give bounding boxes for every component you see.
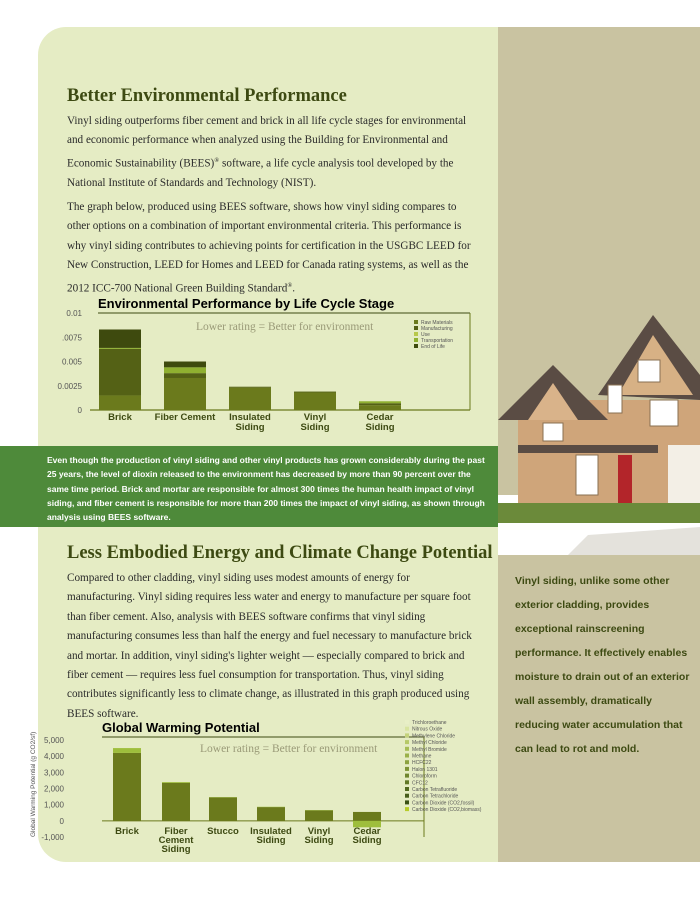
- chart1-bar-raw-materials: [294, 393, 336, 410]
- house-window-attic: [638, 360, 660, 382]
- chart1-bar-raw-materials: [164, 378, 206, 410]
- chart2-category-label: Stucco: [207, 826, 239, 837]
- chart1-note: Lower rating = Better for environment: [196, 321, 374, 333]
- life-cycle-stage-chart: [57, 295, 480, 435]
- section-heading-embodied-energy: Less Embodied Energy and Climate Change Potential: [67, 543, 493, 563]
- chart1-bar-transportation: [359, 401, 401, 403]
- chart2-legend-label: Carbon Dioxide (CO2,biomass): [412, 807, 482, 814]
- chart2-bar-co2: [113, 753, 141, 821]
- house-window-upper-1: [608, 385, 622, 413]
- chart2-ytick: 5,000: [43, 736, 64, 745]
- house-window-upper-2: [650, 400, 678, 426]
- house-window-lower: [576, 455, 598, 495]
- dioxin-banner: [0, 446, 498, 527]
- chart2-legend-label: Methylene Chloride: [412, 733, 456, 740]
- chart2-legend-swatch: [405, 733, 409, 737]
- chart2-bar-co2: [257, 807, 285, 821]
- chart2-legend-swatch: [405, 787, 409, 791]
- chart2-bar-co2: [209, 797, 237, 820]
- chart1-bar-transportation: [99, 348, 141, 349]
- chart1-category-label: Vinyl Siding: [300, 412, 330, 433]
- chart2-bar-co2: [305, 810, 333, 821]
- chart1-bar-manufacturing: [229, 387, 271, 388]
- chart2-bar-other: [162, 782, 190, 783]
- chart1-bar-manufacturing: [294, 392, 336, 393]
- chart1-legend-label: Raw Materials: [421, 320, 453, 326]
- chart2-ytick: 3,000: [43, 768, 64, 778]
- chart2-category-label: Brick: [115, 826, 139, 837]
- chart2-legend-swatch: [405, 727, 409, 731]
- chart1-ytick: 0.01: [66, 309, 82, 318]
- chart1-bar-manufacturing: [99, 349, 141, 396]
- chart2-legend-swatch: [405, 767, 409, 771]
- chart2-note: Lower rating = Better for environment: [200, 743, 378, 755]
- chart2-legend-swatch: [405, 720, 409, 724]
- chart2-ytick: 0: [59, 816, 64, 826]
- chart2-legend-swatch: [405, 754, 409, 758]
- global-warming-chart: [24, 712, 484, 862]
- chart2-legend-label: CFC12: [412, 780, 428, 787]
- chart1-bar-end-of-life: [164, 362, 206, 368]
- chart2-legend-label: HCFC22: [412, 760, 432, 767]
- chart1-bar-raw-materials: [99, 395, 141, 410]
- chart2-legend-label: Trichloroethane: [412, 720, 447, 726]
- chart2-ytick: 2,000: [43, 784, 64, 794]
- chart2-legend-swatch: [405, 780, 409, 784]
- chart1-legend-swatch: [414, 332, 418, 336]
- chart2-legend-swatch: [405, 800, 409, 804]
- chart1-legend-label: Use: [421, 332, 430, 338]
- chart2-legend-label: Carbon Tetrafluoride: [412, 787, 458, 793]
- chart1-ytick: 0: [77, 406, 82, 415]
- section-heading-environmental-performance: Better Environmental Performance: [67, 86, 347, 106]
- chart1-bar-end-of-life: [99, 329, 141, 347]
- chart1-ytick: 0.005: [61, 357, 82, 367]
- chart2-title: Global Warming Potential: [102, 720, 260, 735]
- chart1-category-label: Brick: [108, 412, 132, 423]
- chart2-ytick: -1,000: [41, 833, 64, 842]
- chart2-legend-label: Chloroform: [412, 773, 437, 780]
- chart2-ylabel: Global Warming Potential (g CO2/sf): [30, 731, 37, 837]
- chart2-legend-label: Methyl Bromide: [412, 746, 447, 753]
- house-door: [618, 455, 632, 503]
- chart1-ytick: 0.0025: [57, 381, 82, 391]
- chart2-legend-label: Halon 1301: [412, 766, 438, 773]
- house-shrubs: [498, 503, 700, 523]
- chart2-legend-label: Nitrous Oxide: [412, 726, 443, 733]
- chart1-legend-swatch: [414, 320, 418, 324]
- paragraph-leed-credits: The graph below, produced using BEES software, shows how vinyl siding compares to other options on a combination of important environmental criteria. This performance is why vinyl siding contributes to achieving points for certification in the USGBC LEED for New Construction, LEED for Homes and LEED for Canada rating systems, as well as the 2012 ICC-700 National Green Building Standard®.: [67, 201, 471, 295]
- chart1-category-label: Fiber Cement: [154, 412, 216, 423]
- chart2-bar-co2: [353, 812, 381, 821]
- rainscreening-callout: Vinyl siding, unlike some other exterior cladding, provides exceptional rainscreening performance. It effectively enables moisture to drain out of an exterior wall assembly, dramatically reducing water accumulation that can lead to rot and mold.: [515, 575, 690, 755]
- banner-text: Even though the production of vinyl siding and other vinyl products has grown considerably during the past 25 years, the level of dioxin released to the environment has decreased by more than 90 percent over the same time period. Brick and mortar are responsible for almost 300 times the human health impact of vinyl siding, and fiber cement is responsible for more than 200 times the impact of vinyl siding, as shown through analysis using BEES software.: [47, 455, 485, 523]
- chart1-title: Environmental Performance by Life Cycle Stage: [98, 296, 395, 311]
- chart1-legend-label: Manufacturing: [421, 326, 453, 332]
- chart1-legend-label: Transportation: [421, 338, 454, 344]
- paragraph-embodied-energy: Compared to other cladding, vinyl siding uses modest amounts of energy for manufacturing. Vinyl siding requires less water and energy to manufacture per square foot than fiber cement. Also, analysis with BEES software confirms that vinyl siding manufacturing consumes less than half the energy and fuel necessary to manufacture brick and mortar. In addition, vinyl siding's lighter weight — especially compared to brick and fiber cement — requires less fuel consumption for transportation. Thus, vinyl siding contributes significantly less to climate change, as illustrated in this graph produced using BEES software.: [67, 572, 472, 720]
- paragraph-bees-analysis: Vinyl siding outperforms fiber cement and brick in all life cycle stages for environmental and economic performance when analyzed using the Building for Environmental and Economic Sustainability (BEES)® software, a life cycle analysis tool developed by the National Institute of Standards and Technology (NIST).: [67, 115, 467, 189]
- chart1-legend-swatch: [414, 344, 418, 348]
- chart2-legend-swatch: [405, 794, 409, 798]
- chart2-ytick: 4,000: [43, 752, 64, 762]
- chart2-legend-label: Carbon Tetrachloride: [412, 793, 459, 800]
- chart2-legend-swatch: [405, 760, 409, 764]
- chart2-legend-label: Methyl Chloride: [412, 740, 447, 747]
- chart2-category-label: Vinyl Siding: [304, 826, 334, 846]
- chart2-legend-label: Methane: [412, 753, 432, 760]
- house-porch-roof: [518, 445, 658, 453]
- chart2-bar-other: [113, 748, 141, 753]
- chart2-legend-swatch: [405, 807, 409, 811]
- chart1-legend-label: End of Life: [421, 344, 445, 350]
- chart1-bar-raw-materials: [229, 388, 271, 410]
- house-photo: [498, 305, 700, 555]
- chart1-bar-manufacturing: [359, 403, 401, 405]
- chart1-ytick: .0075: [61, 333, 82, 343]
- chart1-legend-swatch: [414, 338, 418, 342]
- chart2-category-label: Fiber Cement Siding: [158, 826, 194, 855]
- chart1-category-label: Cedar Siding: [365, 412, 395, 433]
- chart2-ytick: 1,000: [43, 800, 64, 810]
- chart2-category-label: Insulated Siding: [250, 826, 292, 846]
- house-window-dormer: [543, 423, 563, 441]
- chart2-category-label: Cedar Siding: [352, 826, 382, 846]
- chart2-legend-swatch: [405, 747, 409, 751]
- chart2-bar-co2: [162, 783, 190, 821]
- chart1-bar-manufacturing: [164, 373, 206, 378]
- chart1-bar-transportation: [164, 367, 206, 373]
- chart2-legend-swatch: [405, 774, 409, 778]
- chart1-category-label: Insulated Siding: [229, 412, 271, 433]
- chart1-bar-raw-materials: [359, 405, 401, 410]
- chart2-legend-label: Carbon Dioxide (CO2,fossil): [412, 800, 475, 807]
- chart2-legend-swatch: [405, 740, 409, 744]
- chart1-legend-swatch: [414, 326, 418, 330]
